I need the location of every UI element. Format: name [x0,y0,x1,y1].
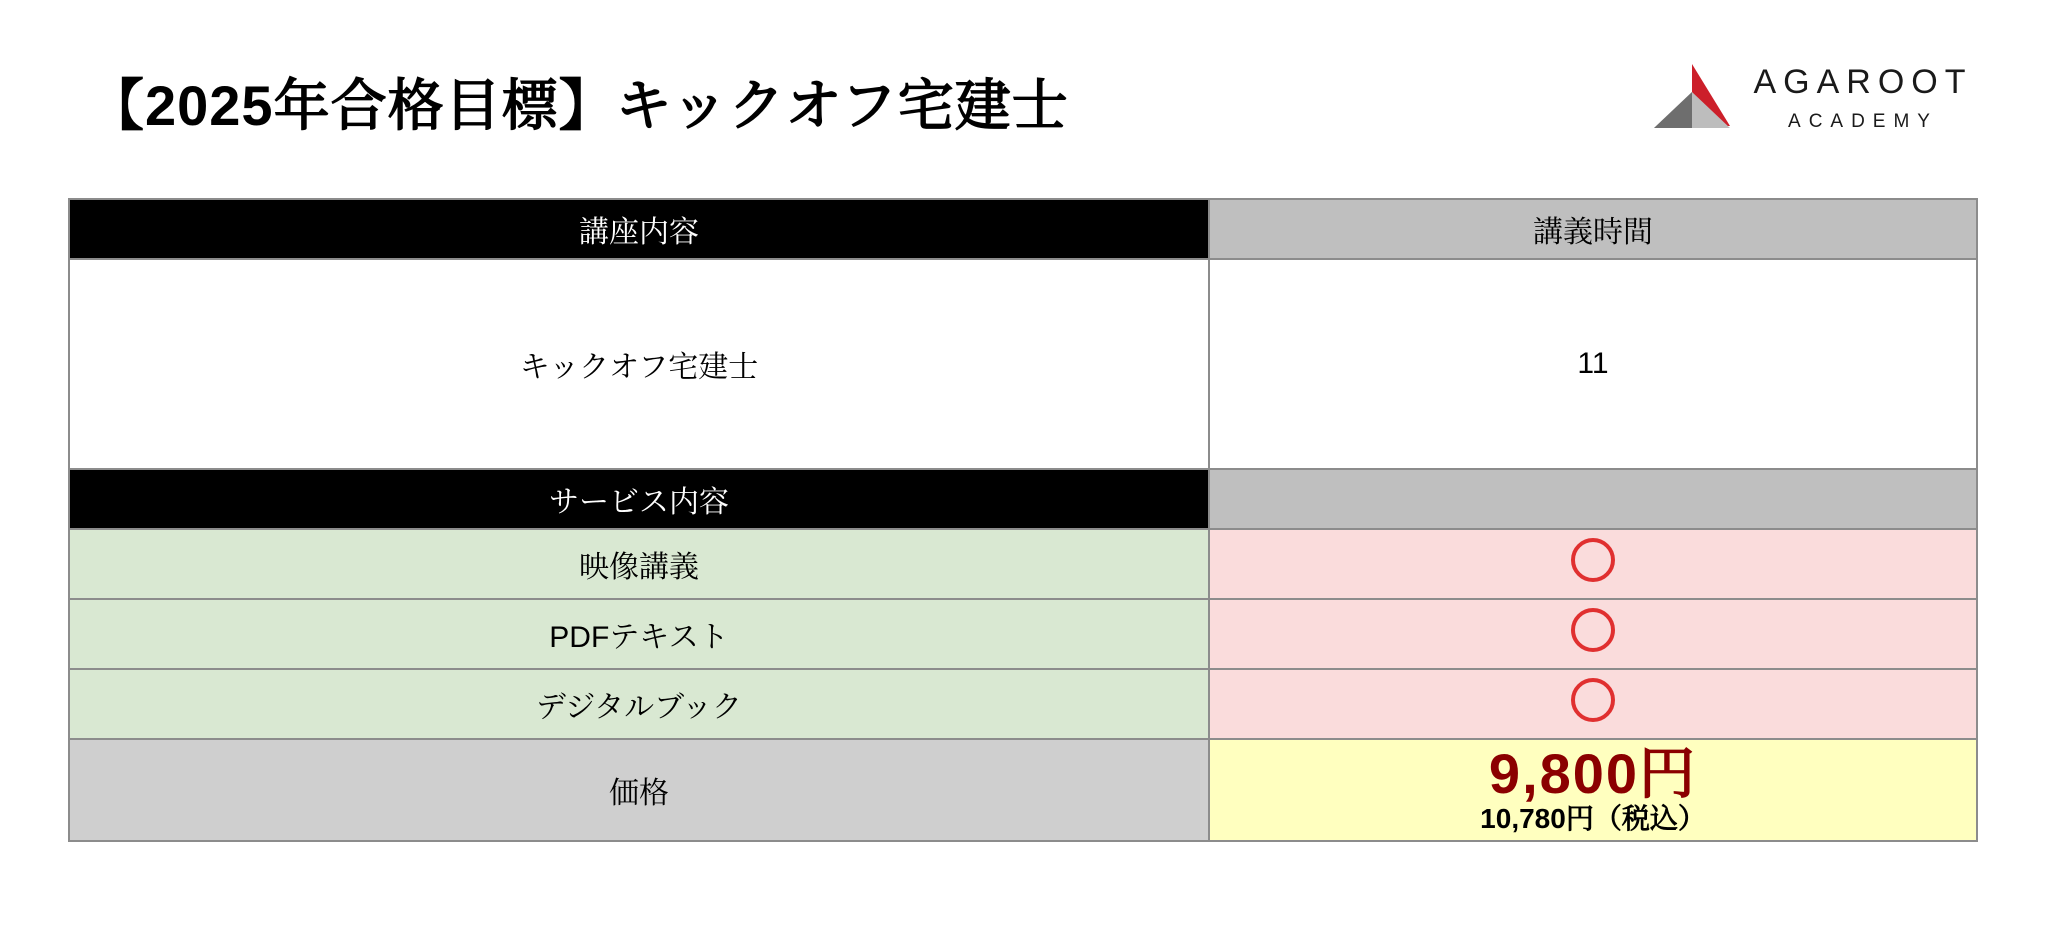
service-mark-2 [1209,669,1977,739]
service-mark-0 [1209,529,1977,599]
service-label-1: PDFテキスト [69,599,1209,669]
circle-icon [1571,538,1615,582]
course-table [68,198,1978,842]
header-service-blank [1209,469,1977,529]
table-row-header-service [69,469,1977,529]
price-label-cell: 価格 [69,739,1209,841]
header-lecture-time: 講義時間 [1209,199,1977,259]
table-row-course [69,259,1977,469]
price-sub: 10,780円（税込） [1480,802,1706,834]
table-row-header-course [69,199,1977,259]
page-title: 【2025年合格目標】キックオフ宅建士 [88,74,1069,137]
course-name-cell: キックオフ宅建士 [69,259,1209,469]
header-service-content: サービス内容 [69,469,1209,529]
logo-name: AGAROOT [1753,63,1973,101]
slide-header [0,0,2048,190]
logo-subtitle: ACADEMY [1788,111,1938,133]
header-course-content: 講座内容 [69,199,1209,259]
agaroot-logo [1646,56,1976,148]
table-row [69,529,1977,599]
service-mark-1 [1209,599,1977,669]
logo-mark-icon [1646,62,1738,142]
price-value-cell [1209,739,1977,841]
table-row-price [69,739,1977,841]
circle-icon [1571,678,1615,722]
service-label-0: 映像講義 [69,529,1209,599]
table-row [69,599,1977,669]
table-row [69,669,1977,739]
price-main: 9,800円 [1488,741,1698,805]
service-label-2: デジタルブック [69,669,1209,739]
circle-icon [1571,608,1615,652]
course-hours-cell: 11 [1209,259,1977,469]
logo-text [1750,64,1976,133]
